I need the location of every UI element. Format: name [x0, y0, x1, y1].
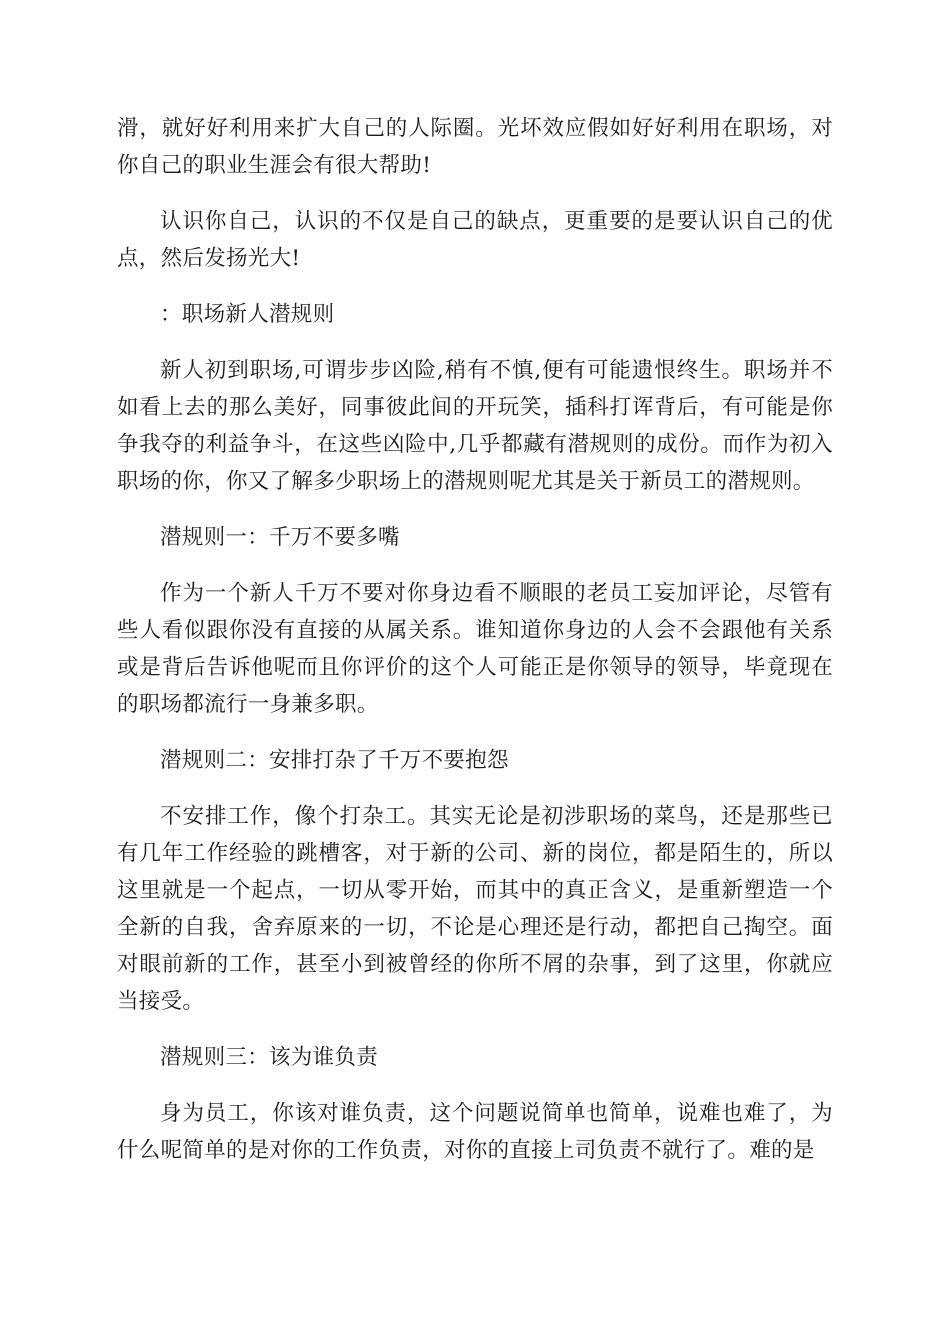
heading-rule-three: 潜规则三：该为谁负责	[160, 1045, 379, 1070]
paragraph-rule-one: 作为一个新人千万不要对你身边看不顺眼的老员工妄加评论，尽管有些人看似跟你没有直接的从属关系。谁知道你身边的人会不会跟他有关系或是背后告诉他呢而且你评价的这个人可能正是你领导的领导，毕竟现在的职场都流行一身兼多职。	[117, 581, 833, 717]
heading-rule-two: 潜规则二：安排打杂了千万不要抱怨	[160, 748, 509, 773]
paragraph-rule-three: 身为员工，你该对谁负责，这个问题说简单也简单，说难也难了，为什么呢简单的是对你的工作负责，对你的直接上司负责不就行了。难的是	[117, 1101, 833, 1163]
paragraph-continuation: 滑，就好好利用来扩大自己的人际圈。光坏效应假如好好利用在职场，对你自己的职业生涯会有很大帮助!	[117, 116, 833, 178]
paragraph-rule-two: 不安排工作，像个打杂工。其实无论是初涉职场的菜鸟，还是那些已有几年工作经验的跳槽客，对于新的公司、新的岗位，都是陌生的，所以这里就是一个起点，一切从零开始，而其中的真正含义，是重新塑造一个全新的自我，舍弃原来的一切，不论是心理还是行动，都把自己掏空。面对眼前新的工作，甚至小到被曾经的你所不屑的杂事，到了这里，你就应当接受。	[117, 804, 833, 1014]
heading-rule-one: 潜规则一：千万不要多嘴	[160, 525, 400, 550]
paragraph-intro-rules: 新人初到职场,可谓步步凶险,稍有不慎,便有可能遗恨终生。职场并不如看上去的那么美好，同事彼此间的开玩笑，插科打诨背后，有可能是你争我夺的利益争斗，在这些凶险中,几乎都藏有潜规则的成份。而作为初入职场的你，你又了解多少职场上的潜规则呢尤其是关于新员工的潜规则。	[117, 358, 833, 494]
section-heading-newcomer-rules: ：职场新人潜规则	[160, 302, 335, 327]
paragraph-know-yourself: 认识你自己，认识的不仅是自己的缺点，更重要的是要认识自己的优点，然后发扬光大!	[117, 209, 833, 271]
document-body	[117, 110, 833, 1188]
